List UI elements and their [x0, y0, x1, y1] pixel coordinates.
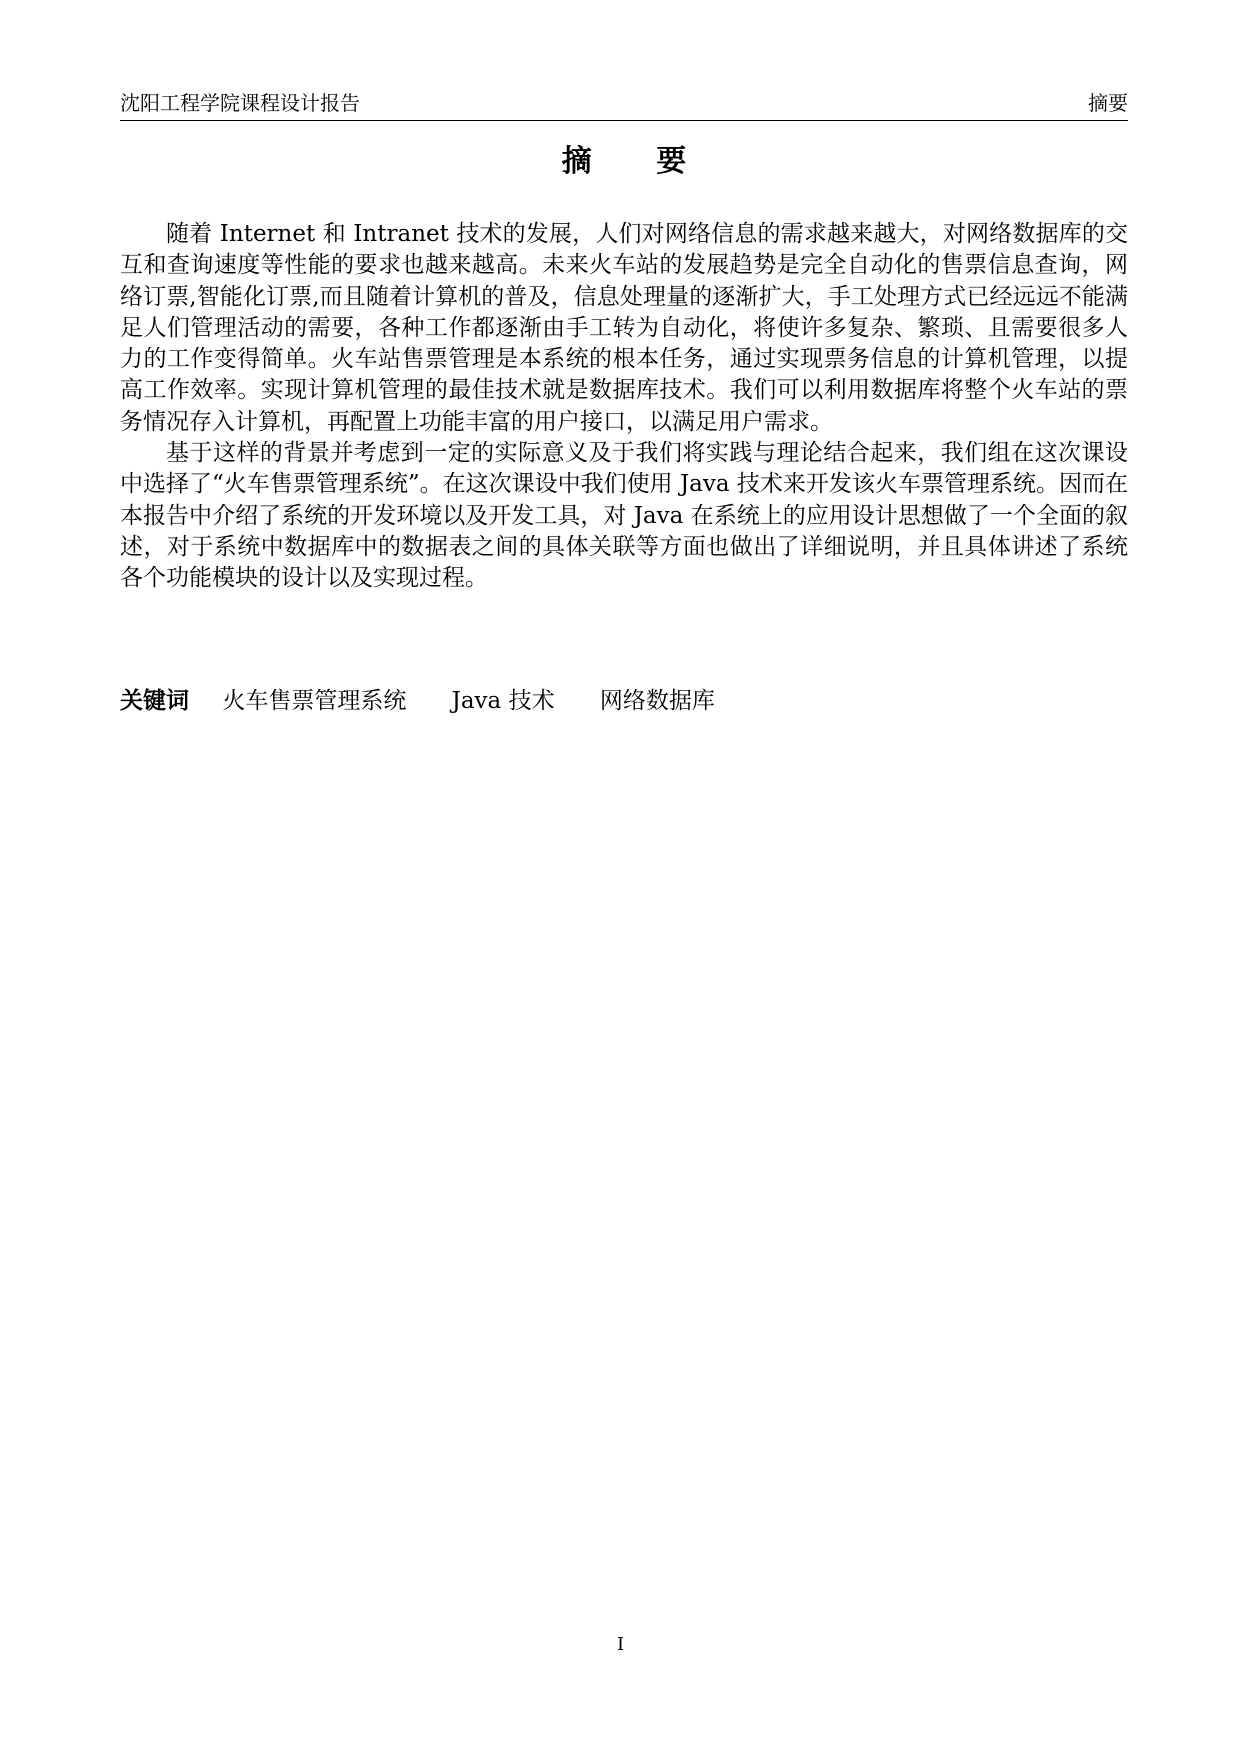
keyword-item: 火车售票管理系统: [222, 688, 407, 714]
keywords-line: [120, 686, 1128, 717]
header-section-name: 摘要: [1088, 91, 1128, 115]
abstract-paragraph-2: 基于这样的背景并考虑到一定的实际意义及于我们将实践与理论结合起来，我们组在这次课设中选择了“火车售票管理系统”。在这次课设中我们使用 Java 技术来开发该火车票管理系统。因而在本报告中介绍了系统的开发环境以及开发工具，对 Java 在系统上的应用设计思想做了一个全面的叙述，对于系统中数据库中的数据表之间的具体关联等方面也做出了详细说明，并且具体讲述了系统各个功能模块的设计以及实现过程。: [120, 440, 1128, 592]
keyword-item: 网络数据库: [599, 688, 715, 714]
page-number: I: [616, 1634, 625, 1655]
abstract-body: [120, 219, 1128, 595]
keywords-label: 关键词: [120, 688, 189, 714]
keyword-item: Java 技术: [451, 688, 555, 714]
abstract-title: 摘 要: [561, 144, 714, 179]
abstract-paragraph-1: 随着 Internet 和 Intranet 技术的发展，人们对网络信息的需求越来越大，对网络数据库的交互和查询速度等性能的要求也越来越高。未来火车站的发展趋势是完全自动化的售票信息查询，网络订票,智能化订票,而且随着计算机的普及，信息处理量的逐渐扩大，手工处理方式已经远远不能满足人们管理活动的需要，各种工作都逐渐由手工转为自动化，将使许多复杂、繁琐、且需要很多人力的工作变得简单。火车站售票管理是本系统的根本任务，通过实现票务信息的计算机管理，以提高工作效率。实现计算机管理的最佳技术就是数据库技术。我们可以利用数据库将整个火车站的票务情况存入计算机，再配置上功能丰富的用户接口，以满足用户需求。: [120, 221, 1128, 435]
running-header: [120, 86, 1128, 121]
header-report-title: 沈阳工程学院课程设计报告: [120, 91, 360, 115]
